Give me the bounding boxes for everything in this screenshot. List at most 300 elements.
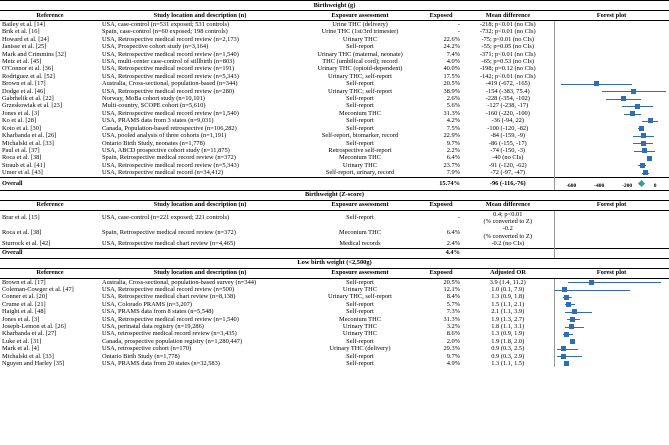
overall-row: [0, 177, 669, 190]
study-cell: Norway, MoBa cohort study (n=10,101): [102, 95, 205, 103]
column-header: Reference: [0, 268, 100, 278]
exposure-cell: Urine THC (delivery): [332, 21, 388, 28]
estimate-value: 0.9 (0.3, 2.9): [491, 352, 525, 360]
exposure-cell: Self-report: [346, 43, 374, 51]
reference-cell: Roca et al. [38]: [2, 229, 42, 237]
estimate-value: -142; p<0.01 (no CIs): [479, 72, 536, 80]
study-cell: Australia, Cross-sectional, population-based survey (n=344): [102, 278, 257, 286]
reference-cell: Luke et al. [31]: [2, 337, 42, 345]
study-cell: USA, Retrospective medical chart review (n=4,465): [102, 240, 236, 248]
forest-point-marker: [561, 354, 566, 359]
exposure-cell: Self-report: [346, 300, 374, 308]
exposure-cell: Meconium THC: [339, 154, 381, 162]
estimate-value: 1.3 (1.1, 1.5): [491, 360, 525, 368]
forest-ci-line: [568, 282, 662, 283]
mean-difference-cell: [462, 36, 554, 43]
estimate-note: (% converted to Z): [483, 232, 532, 240]
column-header: Study location and description (n): [100, 11, 300, 21]
forest-point-marker: [639, 126, 644, 131]
estimate-value: -91 (-120, -62): [488, 161, 527, 169]
forest-plot-cell: [554, 80, 669, 87]
mean-difference-cell: [462, 240, 554, 248]
reference-cell: Kharbanda et al. [26]: [2, 132, 57, 140]
exposed-cell: 7.9%: [446, 169, 460, 177]
mean-difference-cell: [462, 210, 554, 225]
study-cell: USA, case-control (n=221 exposed; 221 controls): [102, 214, 230, 222]
section-header: [0, 258, 669, 268]
forest-plot-cell: [554, 323, 669, 330]
table-row: [0, 102, 669, 109]
estimate-value: -732; p<0.01 (no CIs): [479, 28, 536, 36]
exposure-cell: Self-report: [346, 117, 374, 125]
forest-plot-cell: [554, 132, 669, 139]
exposure-cell: Meconium THC: [339, 315, 381, 323]
reference-cell: O'Connor et al. [36]: [2, 65, 54, 73]
mean-difference-cell: [462, 338, 554, 345]
forest-plot-cell: [554, 301, 669, 308]
exposure-cell: Meconium THC: [339, 109, 381, 117]
estimate-value: -72 (-97, -47): [490, 169, 526, 177]
mean-difference-cell: [462, 316, 554, 323]
forest-point-marker: [566, 302, 571, 307]
exposure-cell: Self-report: [346, 102, 374, 110]
exposure-cell: Self-report: [346, 337, 374, 345]
forest-plot-cell: [554, 360, 669, 367]
exposed-cell: 7.5%: [446, 124, 460, 132]
section-title: Low birth weight (<2,500g): [0, 258, 669, 268]
overall-exposed: 4.4%: [420, 248, 462, 258]
table-row: [0, 125, 669, 132]
exposed-cell: 4.9%: [446, 360, 460, 368]
forest-point-marker: [641, 133, 646, 138]
column-header: Reference: [0, 11, 100, 21]
exposed-cell: 7.3%: [446, 308, 460, 316]
table-row: [0, 21, 669, 29]
exposure-cell: Meconium THC: [339, 229, 381, 237]
mean-difference-cell: [462, 132, 554, 139]
reference-cell: Koto et al. [30]: [2, 124, 42, 132]
study-cell: USA, PRAMS data from 20 states (n=32,583): [102, 360, 220, 368]
reference-cell: Brar et al. [15]: [2, 214, 40, 222]
estimate-value: -0.2 (no CIs): [491, 240, 525, 248]
estimate-value: -0.2: [502, 225, 513, 233]
exposed-cell: 8.4%: [446, 293, 460, 301]
forest-point-marker: [572, 309, 577, 314]
estimate-value: 1.5 (1.1, 2.1): [491, 300, 525, 308]
study-cell: USA, Retrospective medical record review (n=2,173): [102, 35, 239, 43]
reference-cell: Kharbanda et al. [27]: [2, 330, 57, 338]
reference-cell: Bailey et al. [14]: [2, 21, 45, 28]
exposed-cell: 22.6%: [443, 35, 460, 43]
forest-point-marker: [570, 317, 575, 322]
forest-plot-cell: [554, 36, 669, 43]
estimate-value: -75; p<0.01 (no CIs): [481, 35, 535, 43]
reference-cell: Mark and Crimmins [32]: [2, 50, 67, 58]
spacer: [300, 177, 420, 190]
study-cell: USA, Retrospective medical record review (n=191): [102, 65, 235, 73]
reference-cell: Umer et al. [43]: [2, 169, 43, 177]
forest-plot-cell: [554, 338, 669, 345]
table-row: [0, 162, 669, 169]
exposure-cell: Urinary THC: [342, 285, 378, 293]
exposed-cell: 17.5%: [443, 72, 460, 80]
study-cell: USA, Prospective cohort study (n=3,164): [102, 43, 209, 51]
forest-point-marker: [589, 280, 594, 285]
spacer: [100, 177, 300, 190]
overall-label: Overall: [0, 177, 100, 190]
estimate-value: -419 (-672, -165): [485, 80, 530, 88]
reference-cell: Howard et al. [24]: [2, 35, 49, 43]
table-row: [0, 28, 669, 35]
mean-difference-cell: [462, 65, 554, 72]
exposed-cell: 38.9%: [443, 87, 460, 95]
exposure-cell: Self-report: [346, 360, 374, 368]
exposed-cell: 2.2%: [446, 146, 460, 154]
study-cell: USA, Colorado PRAMS (n=3,207): [102, 300, 193, 308]
estimate-value: -36 (-94, 22): [491, 117, 524, 125]
estimate-value: 1.0 (0.1, 7.9): [491, 285, 525, 293]
forest-plot-cell: [554, 345, 669, 352]
estimate-note: (% converted to Z): [483, 217, 532, 225]
forest-point-marker: [621, 96, 626, 101]
exposure-cell: Self-report: [346, 124, 374, 132]
mean-difference-cell: [462, 102, 554, 109]
table-row: [0, 330, 669, 337]
reference-cell: Crume et al. [21]: [2, 300, 46, 308]
exposed-cell: 31.3%: [443, 109, 460, 117]
reference-cell: Metz et al. [45]: [2, 58, 42, 66]
table-row: [0, 278, 669, 286]
forest-point-marker: [643, 170, 648, 175]
exposure-cell: Self-report: [346, 214, 374, 222]
column-header: Exposure assessment: [300, 200, 420, 210]
forest-plot-cell: [554, 88, 669, 95]
study-cell: USA, retrospective medical record review (n=3,435): [102, 330, 237, 338]
table-row: [0, 65, 669, 72]
forest-point-marker: [631, 89, 636, 94]
reference-cell: Michalski et al. [33]: [2, 139, 54, 147]
spacer: [100, 248, 300, 258]
estimate-value: -100 (-120, -82): [487, 124, 529, 132]
reference-cell: Brown et al. [17]: [2, 278, 46, 286]
forest-ci-line: [565, 312, 592, 313]
table-row: [0, 88, 669, 95]
forest-plot-cell: [554, 51, 669, 58]
exposure-cell: Retrospective self-report: [328, 146, 392, 154]
reference-cell: Grzeskowiak et al. [23]: [2, 102, 62, 110]
reference-cell: Coleman-Cowger et al. [47]: [2, 285, 74, 293]
forest-plot-cell: [554, 65, 669, 72]
table-row: [0, 286, 669, 293]
forest-plot-cell: [554, 58, 669, 65]
table-row: [0, 140, 669, 147]
mean-difference-cell: [462, 73, 554, 80]
study-cell: USA, Retrospective medical record review (n=280): [102, 87, 235, 95]
reference-cell: Joseph-Lemon et al. [26]: [2, 323, 66, 330]
mean-difference-cell: [462, 28, 554, 35]
table-row: [0, 345, 669, 352]
exposed-cell: 5.7%: [446, 300, 460, 308]
reference-cell: Jones et al. [3]: [2, 109, 40, 117]
estimate-value: 1.8 (1.1, 3.1): [491, 323, 525, 330]
estimate-value: -160 (-220, -100): [485, 109, 530, 117]
exposed-cell: 7.4%: [446, 50, 460, 58]
estimate-value: -84 (-159, -9): [490, 132, 526, 140]
reference-cell: Dodge et al. [46]: [2, 87, 46, 95]
study-cell: Ontario Birth Study (n=1,778): [102, 352, 180, 360]
mean-difference-cell: [462, 225, 554, 240]
study-cell: USA, Retrospective medical record review (n=500): [102, 285, 235, 293]
estimate-value: 1.9 (1.8, 2.0): [491, 337, 525, 345]
exposed-cell: 5.6%: [446, 102, 460, 110]
forest-point-marker: [561, 346, 566, 351]
study-cell: USA, retrospective cohort (n=170): [102, 345, 192, 353]
exposed-cell: 40.0%: [443, 65, 460, 73]
study-cell: USA, pooled analysis of three cohorts (n=1,191): [102, 132, 227, 140]
exposure-cell: Urinary THC: [342, 330, 378, 338]
mean-difference-cell: [462, 80, 554, 87]
estimate-value: -154 (-383, 75.4): [485, 87, 530, 95]
forest-plot-cell: [554, 147, 669, 154]
mean-difference-cell: [462, 140, 554, 147]
mean-difference-cell: [462, 58, 554, 65]
forest-plot-cell: [554, 248, 669, 258]
exposed-cell: 4.2%: [446, 117, 460, 125]
study-cell: Canada, Population-based retrospective (n=106,282): [102, 124, 237, 132]
mean-difference-cell: [462, 169, 554, 177]
exposed-cell: 6.4%: [446, 154, 460, 162]
forest-plot-cell: [554, 28, 669, 35]
table-row: [0, 117, 669, 124]
reference-cell: Brik et al. [16]: [2, 28, 40, 36]
reference-cell: Sturrock et al. [42]: [2, 240, 51, 248]
mean-difference-cell: [462, 286, 554, 293]
forest-point-marker: [640, 163, 645, 168]
overall-estimate: [462, 248, 554, 258]
mean-difference-cell: [462, 308, 554, 315]
exposure-cell: Medical records: [339, 240, 381, 248]
forest-plot-cell: [554, 140, 669, 147]
forest-point-marker: [630, 111, 635, 116]
table-row: [0, 80, 669, 87]
exposed-cell: 20.5%: [443, 278, 460, 286]
exposed-cell: 22.9%: [443, 132, 460, 140]
study-cell: USA, Retrospective medical record review (n=5,343): [102, 72, 239, 80]
mean-difference-cell: [462, 353, 554, 360]
column-header: Mean difference: [462, 11, 554, 21]
table-row: [0, 210, 669, 225]
forest-plot-cell: [554, 293, 669, 300]
forest-point-marker: [647, 156, 652, 161]
estimate-value: -65; p=0.53 (no CIs): [481, 58, 535, 66]
table-row: [0, 36, 669, 43]
forest-plot-cell: [554, 210, 669, 225]
exposure-cell: Urinary THC (opioid-dependent): [317, 65, 403, 73]
table-row: [0, 154, 669, 161]
exposed-cell: 6.4%: [446, 229, 460, 237]
mean-difference-cell: [462, 293, 554, 300]
exposed-cell: 29.3%: [443, 345, 460, 353]
overall-estimate: -96 (-116,-76): [462, 177, 554, 190]
forest-plot-cell: [554, 162, 669, 169]
column-header: Forest plot: [554, 268, 669, 278]
column-header: Exposure assessment: [300, 11, 420, 21]
exposure-cell: Self-report: [346, 95, 374, 103]
estimate-value: 3.9 (1.4, 11.2): [489, 278, 526, 286]
mean-difference-cell: [462, 117, 554, 124]
table-row: [0, 353, 669, 360]
forest-plot-cell: [554, 240, 669, 248]
exposure-cell: Self-report: [346, 278, 374, 286]
estimate-value: 0.4; p<0.01: [493, 210, 523, 218]
exposed-cell: 2.0%: [446, 337, 460, 345]
estimate-value: -127 (-238, -17): [487, 102, 529, 110]
exposed-cell: 24.2%: [443, 43, 460, 51]
table-row: [0, 338, 669, 345]
exposure-cell: Self-report, urinary, record: [325, 169, 395, 177]
reference-cell: Conner et al. [20]: [2, 293, 48, 301]
column-header: Forest plot: [554, 11, 669, 21]
section-title: Birthweight (g): [0, 1, 669, 11]
table-row: [0, 169, 669, 177]
exposure-cell: Self-report: [346, 308, 374, 316]
forest-axis: [555, 182, 669, 190]
mean-difference-cell: [462, 43, 554, 50]
exposed-cell: 20.5%: [443, 80, 460, 88]
mean-difference-cell: [462, 21, 554, 29]
study-cell: USA, case-control (n=531 exposed; 531 controls): [102, 21, 230, 28]
study-cell: Spain, Retrospective medical record review (n=372): [102, 154, 236, 162]
column-header-row: [0, 200, 669, 210]
table-row: [0, 110, 669, 117]
column-header: Exposed: [420, 268, 462, 278]
forest-ci-line: [555, 290, 629, 291]
mean-difference-cell: [462, 330, 554, 337]
spacer: [300, 248, 420, 258]
reference-cell: Haight et al. [48]: [2, 308, 46, 316]
exposed-cell: 4.0%: [446, 58, 460, 66]
reference-cell: Brown et al. [17]: [2, 80, 46, 88]
mean-difference-cell: [462, 51, 554, 58]
column-header: Exposure assessment: [300, 268, 420, 278]
study-cell: USA, Retrospective medical record review (n=1,540): [102, 109, 239, 117]
section-header: [0, 1, 669, 11]
forest-plot-cell: [554, 308, 669, 315]
exposure-cell: Self-report, biomarker, record: [321, 132, 399, 140]
exposure-cell: Urinary THC (delivery): [329, 345, 391, 353]
reference-cell: Jones et al. [3]: [2, 315, 40, 323]
overall-exposed: 15.74%: [420, 177, 462, 190]
mean-difference-cell: [462, 323, 554, 330]
exposed-cell: 3.2%: [446, 323, 460, 330]
forest-plot-cell: [554, 353, 669, 360]
axis-tick-label: -400: [594, 182, 605, 189]
study-cell: USA, perinatal data registry (n=19,286): [102, 323, 204, 330]
forest-point-marker: [564, 361, 569, 366]
estimate-value: 1.3 (0.9, 1.9): [491, 330, 525, 338]
exposed-cell: 2.4%: [446, 240, 460, 248]
exposed-cell: 23.7%: [443, 161, 460, 169]
estimate-value: -228 (-354, -102): [485, 95, 530, 103]
column-header: Exposed: [420, 200, 462, 210]
study-cell: USA, Retrospective medical record review (n=5,343): [102, 161, 239, 169]
forest-point-marker: [635, 104, 640, 109]
exposed-cell: 2.6%: [446, 95, 460, 103]
table-row: [0, 225, 669, 240]
forest-point-marker: [564, 295, 569, 300]
study-cell: Spain, case-control (n=60 exposed; 198 controls): [102, 28, 228, 36]
table-row: [0, 293, 669, 300]
exposed-cell: -: [457, 28, 460, 36]
column-header: Study location and description (n): [100, 268, 300, 278]
exposure-cell: Urinary THC: [342, 323, 378, 330]
study-cell: USA, ABCD prospective cohort study (n=11,875): [102, 146, 230, 154]
column-header: Forest plot: [554, 200, 669, 210]
forest-plot-cell: [554, 330, 669, 337]
forest-plot-cell: [554, 117, 669, 124]
forest-point-marker: [642, 148, 647, 153]
study-cell: USA, PRAMS data from 8 states (n=5,548): [102, 308, 214, 316]
forest-plot-cell: [554, 102, 669, 109]
exposure-cell: Self-report: [346, 80, 374, 88]
forest-plot-cell: [554, 225, 669, 240]
estimate-value: -74 (-150, -3): [490, 146, 526, 154]
exposure-cell: Urinary THC, self-report: [328, 72, 392, 80]
forest-plot-cell: [554, 73, 669, 80]
column-header: Mean difference: [462, 200, 554, 210]
study-cell: Australia, Cross-sectional, population-based (n=344): [102, 80, 238, 88]
reference-cell: Roca et al. [38]: [2, 154, 42, 162]
forest-point-marker: [641, 141, 646, 146]
axis-tick-label: -600: [566, 182, 577, 189]
column-header: Exposed: [420, 11, 462, 21]
study-cell: Canada, prospective population registry (n=1,280,447): [102, 337, 243, 345]
estimate-value: -218; p<0.01 (no CIs): [479, 21, 536, 28]
table-row: [0, 301, 669, 308]
study-cell: USA, PRAMS data from 3 states (n=9,031): [102, 117, 214, 125]
table-row: [0, 132, 669, 139]
forest-plot-cell: [554, 154, 669, 161]
mean-difference-cell: [462, 162, 554, 169]
exposure-cell: THC (umbilical cord); record: [322, 58, 398, 66]
exposure-cell: Self-report: [346, 352, 374, 360]
mean-difference-cell: [462, 360, 554, 367]
mean-difference-cell: [462, 125, 554, 132]
forest-point-marker: [569, 324, 574, 329]
mean-difference-cell: [462, 95, 554, 102]
exposed-cell: -: [457, 21, 460, 28]
overall-label: Overall: [0, 248, 100, 258]
estimate-value: -55; p=0.05 (no CIs): [481, 43, 535, 51]
table-row: [0, 58, 669, 65]
forest-plot-cell: [554, 110, 669, 117]
column-header: Adjusted OR: [462, 268, 554, 278]
estimate-value: -86 (-155, -17): [488, 139, 527, 147]
exposure-cell: Urinary THC; self-report: [327, 87, 393, 95]
forest-point-marker: [594, 81, 599, 86]
forest-plot-cell: [554, 125, 669, 132]
reference-cell: Gabrhelik et al. [22]: [2, 95, 54, 103]
estimate-value: 1.3 (0.9, 1.8): [491, 293, 525, 301]
estimate-value: 1.9 (1.3, 2.7): [491, 315, 525, 323]
table-row: [0, 73, 669, 80]
overall-row: [0, 248, 669, 258]
table-row: [0, 51, 669, 58]
reference-cell: Nguyen and Harley [35]: [2, 360, 65, 368]
column-header: Study location and description (n): [100, 200, 300, 210]
study-cell: Multi-country, SCOPE cohort (n=5,610): [102, 102, 206, 110]
forest-plot-cell: [554, 95, 669, 102]
